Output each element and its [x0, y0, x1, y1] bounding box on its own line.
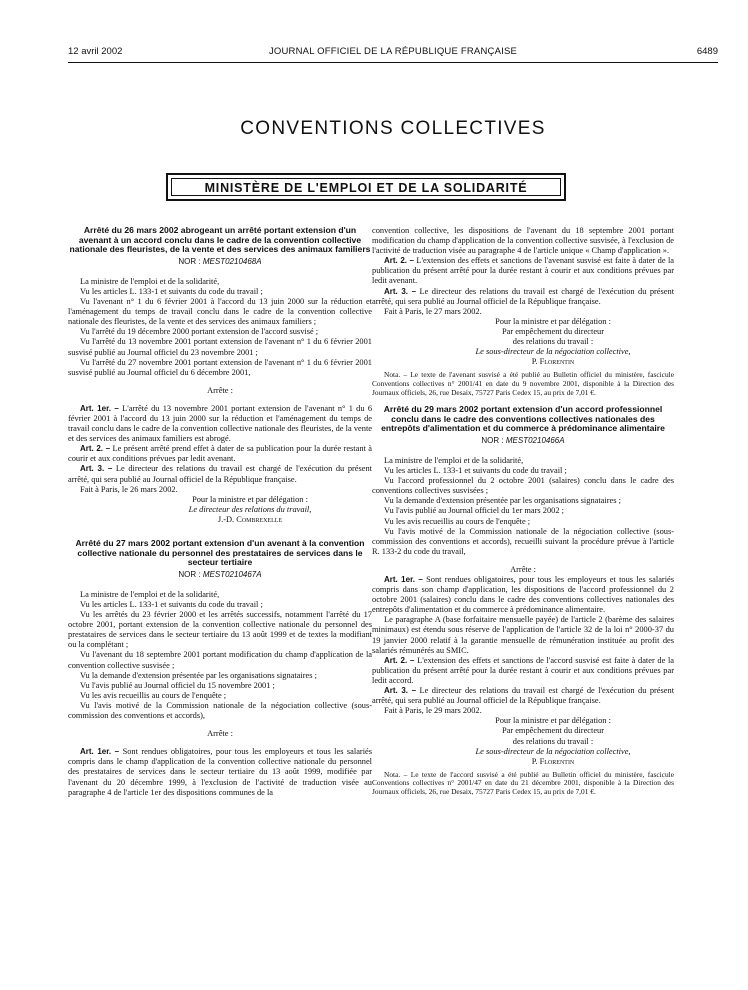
page-header	[68, 46, 718, 60]
signatory-name: J.-D. Combrexelle	[217, 514, 283, 524]
nor-code: MEST0210467A	[202, 569, 262, 579]
signature-line: Pour la ministre et par délégation :	[495, 716, 611, 726]
right-column	[372, 226, 674, 797]
article-text: L'extension des effets et sanctions de l'accord susvisé est faite à dater de la publication du présent arrêté pour la durée restant à courir et aux conditions prévues par ledit accord.	[372, 655, 675, 685]
nor-reference	[372, 436, 674, 446]
article-label: Art. 2. –	[80, 444, 111, 454]
nor-reference	[68, 570, 372, 580]
nor-label: NOR :	[178, 569, 201, 579]
article	[372, 256, 674, 286]
article-label: Art. 3. –	[384, 286, 417, 296]
paragraph: convention collective, les dispositions de l'avenant du 18 septembre 2001 portant modification du champ d'application de la convention collective susvisée, à l'exclusion de l'activité de traduction visée au paragraphe 4 de l'article unique « Champ d'application ».	[372, 226, 674, 256]
paragraph: Vu l'arrêté du 13 novembre 2001 portant extension de l'avenant n° 1 du 6 février 2001 susvisé publié au Journal officiel du 23 novembre 2001 ;	[68, 337, 372, 357]
paragraph: Vu les articles L. 133-1 et suivants du code du travail ;	[384, 466, 567, 476]
article-label: Art. 2. –	[384, 256, 414, 266]
nor-label: NOR :	[481, 435, 504, 445]
decree-title: Arrêté du 26 mars 2002 abrogeant un arrêté portant extension d'un avenant à un accord conclu dans le cadre de la convention collective nationale des fleuristes, de la vente et des services des animaux familiers	[69, 225, 371, 255]
signature-title	[372, 747, 674, 757]
paragraph: Vu les articles L. 133-1 et suivants du code du travail ;	[80, 286, 263, 296]
article-text: Le présent arrêté prend effet à dater de sa publication pour la durée restant à courir et aux conditions prévues par ledit avenant.	[68, 444, 373, 464]
spacer	[68, 721, 372, 729]
paragraph: Vu les arrêtés du 23 février 2000 et les arrêtés successifs, notamment l'arrêté du 17 octobre 2001, portant extension de la convention collective nationale du personnel des prestataires de services dans le secteur tertiaire du 13 août 1999 et de textes la modifiant ou la complétant ;	[68, 610, 372, 650]
nor-code: MEST0210466A	[505, 435, 565, 445]
paragraph: Vu l'arrêté du 19 décembre 2000 portant extension de l'accord susvisé ;	[80, 327, 319, 337]
paragraph: Vu l'accord professionnel du 2 octobre 2001 (salaires) conclu dans le cadre des conventions collectives susvisées ;	[372, 476, 674, 496]
paragraph: Vu l'avis publié au Journal officiel du 15 novembre 2001 ;	[80, 680, 275, 690]
header-page-number: 6489	[696, 46, 718, 57]
header-journal-title: JOURNAL OFFICIEL DE LA RÉPUBLIQUE FRANÇAISE	[268, 46, 518, 57]
article	[68, 444, 372, 464]
signature-line: Pour la ministre et par délégation :	[495, 316, 611, 326]
left-column	[68, 226, 372, 798]
article-text: Le directeur des relations du travail est chargé de l'exécution du présent arrêté, qui sera publié au Journal officiel de la République française.	[372, 686, 675, 706]
ministry-title: MINISTÈRE DE L'EMPLOI ET DE LA SOLIDARITÉ	[171, 178, 561, 196]
article-text: L'extension des effets et sanctions de l'avenant susvisé est faite à dater de la publication du présent arrêté pour la durée restant à courir et aux conditions prévues par ledit avenant.	[372, 256, 675, 286]
paragraph: Vu l'avenant du 18 septembre 2001 portant modification du champ d'application de la convention collective susvisée ;	[68, 650, 372, 670]
signatory-name: P. Florentin	[531, 756, 575, 766]
article	[372, 656, 674, 686]
paragraph: La ministre de l'emploi et de la solidarité,	[80, 589, 220, 599]
paragraph: Vu les avis recueillis au cours de l'enquête ;	[384, 516, 531, 526]
paragraph: Vu la demande d'extension présentée par les organisations signataires ;	[384, 496, 621, 506]
signature-title-text: Le sous-directeur de la négociation collective,	[475, 347, 631, 357]
signing-place-date: Fait à Paris, le 27 mars 2002.	[384, 306, 482, 316]
signatory-name: P. Florentin	[531, 357, 575, 367]
signature-title	[68, 505, 372, 515]
spacer	[68, 739, 372, 747]
article	[372, 287, 674, 307]
ministry-box	[166, 173, 566, 201]
paragraph: Le paragraphe A (base forfaitaire mensuelle payée) de l'article 2 (barème des salaires minimaux) est étendu sous réserve de l'application de l'article 32 de la loi n° 2000-37 du 19 janvier 2000 relatif à la garantie mensuelle de rémunération instituée au profit des salariés rémunérés au SMIC.	[372, 615, 674, 655]
article-text: Sont rendues obligatoires, pour tous les employeurs et tous les salariés compris dans son champ d'application, les dispositions de l'accord professionnel du 2 octobre 2001 (salaires) conclu dans le cadre des conventions collectives nationales des entrepôts d'alimentation et du commerce à prédominance alimentaire.	[372, 575, 674, 615]
article-label: Art. 3. –	[384, 686, 417, 696]
article-label: Art. 2. –	[384, 655, 415, 665]
signing-place-date: Fait à Paris, le 29 mars 2002.	[384, 706, 482, 716]
paragraph: Vu l'avis motivé de la Commission nationale de la négociation collective (sous-commission des conventions et accords),	[68, 700, 372, 721]
signature-title-text: Le directeur des relations du travail,	[188, 504, 312, 514]
arrete-heading: Arrête :	[207, 385, 233, 395]
nor-label: NOR :	[178, 256, 201, 266]
signature-title-text: Le sous-directeur de la négociation collective,	[475, 746, 631, 756]
arrete-heading: Arrête :	[207, 729, 233, 739]
nor-code: MEST0210468A	[202, 256, 262, 266]
arrete-heading: Arrête :	[510, 564, 536, 574]
decree-title: Arrêté du 27 mars 2002 portant extension d'un avenant à la convention collective nationale du personnel des prestataires de services dans le secteur tertiaire	[75, 538, 365, 568]
spacer	[68, 378, 372, 386]
nor-reference	[68, 257, 372, 267]
paragraph: Vu l'arrêté du 27 novembre 2001 portant extension de l'avenant n° 1 du 6 février 2001 susvisé publié au Journal officiel du 6 décembre 2001,	[68, 357, 372, 377]
spacer	[68, 396, 372, 404]
signature-line: des relations du travail :	[512, 337, 594, 347]
section-title: CONVENTIONS COLLECTIVES	[240, 118, 546, 139]
header-rule	[68, 62, 718, 63]
article-text: L'arrêté du 13 novembre 2001 portant extension de l'avenant n° 1 du 6 février 2001 à l'accord du 13 juin 2000 sur la réduction et l'aménagement du temps de travail conclu dans le cadre de la convention collective nationale des fleuristes, de la vente et des services des animaux familiers est abrogé.	[68, 403, 373, 444]
article	[68, 404, 372, 444]
signature-line: Par empêchement du directeur	[501, 326, 605, 336]
header-date: 12 avril 2002	[68, 46, 123, 57]
paragraph: Vu l'avenant n° 1 du 6 février 2001 à l'accord du 13 juin 2000 sur la réduction et l'aménagement du temps de travail conclu dans le cadre de la convention collective nationale des fleuristes, de la vente et des services des animaux familiers ;	[68, 297, 372, 327]
signature-line: des relations du travail :	[512, 736, 594, 746]
paragraph: La ministre de l'emploi et de la solidarité,	[80, 276, 220, 286]
article	[68, 464, 372, 484]
decree-title: Arrêté du 29 mars 2002 portant extension d'un accord professionnel conclu dans le cadre des conventions collectives nationales des entrepôts d'alimentation et du commerce à prédominance alimentaire	[381, 404, 665, 434]
article	[372, 686, 674, 706]
spacer	[68, 525, 372, 539]
paragraph: Vu l'avis motivé de la Commission nationale de la négociation collective (sous-commission des conventions et accords), recueilli suivant la procédure prévue à l'article R. 133-2 du code du travail,	[372, 526, 674, 556]
article-label: Art. 1er. –	[384, 575, 423, 584]
note: Nota. – Le texte de l'accord susvisé a été publié au Bulletin officiel du ministère, fascicule Conventions collectives n° 2001/47 en date du 21 décembre 2001, disponible à la Direction des Journaux officiels, 26, rue Desaix, 75727 Paris Cedex 15, au prix de 7,01 €.	[372, 769, 674, 796]
paragraph: La ministre de l'emploi et de la solidarité,	[384, 455, 524, 465]
note: Nota. – Le texte de l'avenant susvisé a été publié au Bulletin officiel du ministère, fascicule Conventions collectives n° 2001/41 en date du 9 novembre 2001, disponible à la Direction des Journaux officiels, 26, rue Desaix, 75727 Paris Cedex 15, au prix de 7,01 €.	[372, 370, 674, 397]
signature-line: Pour la ministre et par délégation :	[192, 494, 308, 504]
signing-place-date: Fait à Paris, le 26 mars 2002.	[80, 484, 178, 494]
paragraph: Vu la demande d'extension présentée par les organisations signataires ;	[80, 670, 317, 680]
signature-title	[372, 347, 674, 357]
article-label: Art. 3. –	[80, 464, 113, 474]
signature-line: Par empêchement du directeur	[501, 726, 605, 736]
paragraph: Vu les articles L. 133-1 et suivants du code du travail ;	[80, 600, 263, 609]
article-label: Art. 1er. –	[80, 747, 120, 757]
article	[68, 747, 372, 797]
article	[372, 575, 674, 615]
paragraph: Vu les avis recueillis au cours de l'enquête ;	[80, 690, 227, 700]
paragraph: Vu l'avis publié au Journal officiel du 1er mars 2002 ;	[384, 506, 564, 516]
article-text: Sont rendues obligatoires, pour tous les employeurs et tous les salariés compris dans le champ d'application de la convention collective nationale du personnel des prestataires de services dans le secteur tertiaire du 13 août 1999, modifiée par l'avenant du 20 décembre 1999, à l'exclusion de l'activité de traduction visée au paragraphe 4 de l'article 1er des dispositions communes de la	[68, 747, 373, 797]
article-text: Le directeur des relations du travail est chargé de l'exécution du présent arrêté, qui sera publié au Journal officiel de la République française.	[372, 286, 675, 306]
spacer	[372, 557, 674, 565]
article-text: Le directeur des relations du travail est chargé de l'exécution du présent arrêté, qui sera publié au Journal officiel de la République française.	[68, 464, 373, 484]
article-label: Art. 1er. –	[80, 403, 119, 413]
